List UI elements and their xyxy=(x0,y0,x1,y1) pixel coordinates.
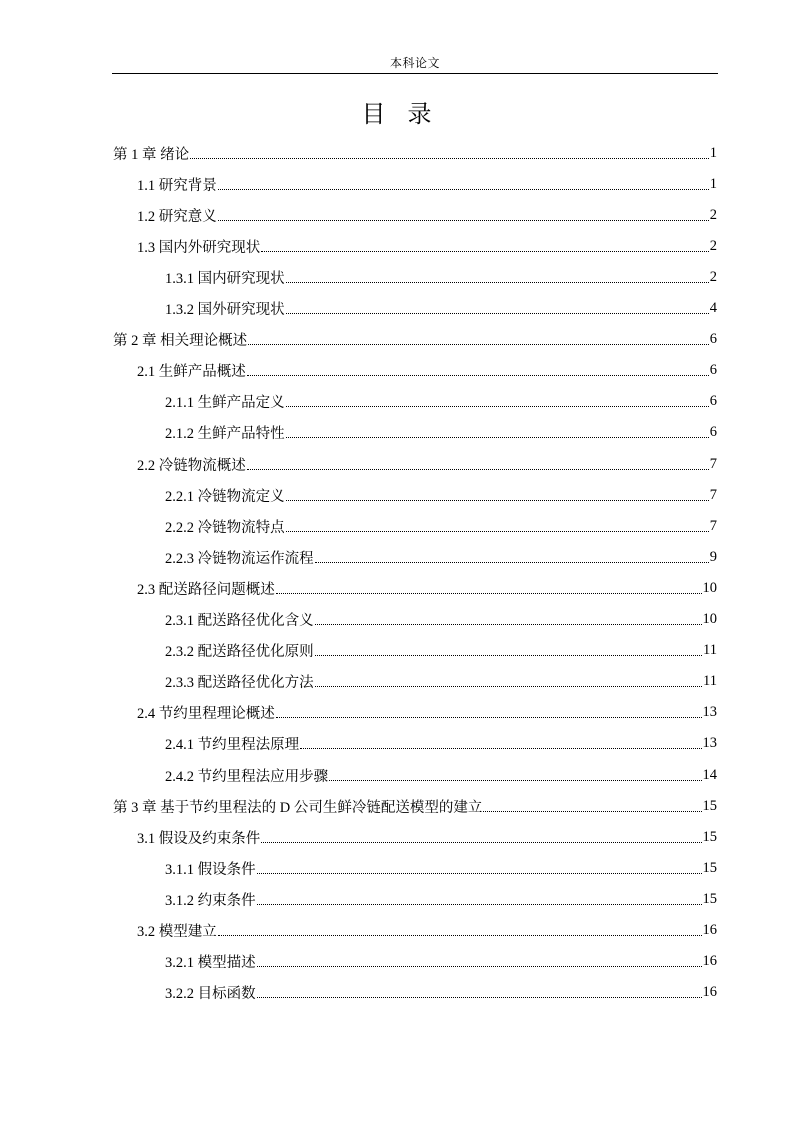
toc-entry[interactable] xyxy=(0,760,793,790)
dot-leader xyxy=(257,966,702,967)
toc-entry-page-number: 13 xyxy=(702,704,717,721)
toc-entry[interactable] xyxy=(0,325,793,355)
toc-entry-page-number: 13 xyxy=(702,735,717,752)
dot-leader xyxy=(286,406,709,407)
toc-entry-label: 1.3 国内外研究现状 xyxy=(137,239,261,256)
dot-leader xyxy=(286,531,709,532)
toc-entry[interactable] xyxy=(0,636,793,666)
toc-entry-page-number: 10 xyxy=(702,579,717,596)
toc-entry[interactable] xyxy=(0,791,793,821)
toc-entry-page-number: 6 xyxy=(709,393,717,410)
dot-leader xyxy=(257,904,702,905)
toc-entry-page-number: 15 xyxy=(702,828,717,845)
toc-entry-label: 2.4 节约里程理论概述 xyxy=(137,706,275,723)
toc-entry-page-number: 6 xyxy=(709,331,717,348)
toc-entry[interactable] xyxy=(0,356,793,386)
dot-leader xyxy=(300,748,701,749)
toc-entry-label: 第 3 章 基于节约里程法的 D 公司生鲜冷链配送模型的建立 xyxy=(113,799,483,816)
toc-entry-page-number: 14 xyxy=(702,766,717,783)
toc-entry-page-number: 11 xyxy=(703,642,717,659)
toc-entry-label: 2.4.2 节约里程法应用步骤 xyxy=(165,768,329,785)
toc-entry-label: 1.3.1 国内研究现状 xyxy=(165,270,285,287)
toc-entry-page-number: 10 xyxy=(702,611,717,627)
toc-entry-page-number: 6 xyxy=(709,362,717,379)
toc-entry[interactable] xyxy=(0,169,793,199)
toc-entry[interactable] xyxy=(0,542,793,572)
dot-leader xyxy=(261,251,709,252)
toc-entry[interactable] xyxy=(0,418,793,448)
toc-entry-label: 2.1 生鲜产品概述 xyxy=(137,364,246,381)
toc-entry-page-number: 15 xyxy=(702,859,717,876)
toc-entry-page-number: 15 xyxy=(702,890,717,907)
dot-leader xyxy=(247,469,709,470)
toc-entry-label: 第 2 章 相关理论概述 xyxy=(113,333,248,350)
toc-entry-label: 第 1 章 绪论 xyxy=(113,146,190,163)
toc-entry[interactable] xyxy=(0,294,793,324)
dot-leader xyxy=(276,593,702,594)
dot-leader xyxy=(218,220,709,221)
dot-leader xyxy=(276,717,702,718)
toc-entry[interactable] xyxy=(0,231,793,261)
toc-entry-page-number: 6 xyxy=(709,424,717,441)
toc-entry[interactable] xyxy=(0,667,793,697)
dot-leader xyxy=(286,500,709,501)
toc-entry[interactable] xyxy=(0,853,793,883)
toc-entry[interactable] xyxy=(0,138,793,168)
toc-entry-label: 3.2.1 模型描述 xyxy=(165,955,256,972)
toc-entry-page-number: 4 xyxy=(709,300,717,316)
toc-entry[interactable] xyxy=(0,822,793,852)
toc-entry-label: 2.3.3 配送路径优化方法 xyxy=(165,675,314,692)
dot-leader xyxy=(286,282,709,283)
dot-leader xyxy=(315,686,702,687)
toc-entry[interactable] xyxy=(0,449,793,479)
toc-entry-label: 2.2.1 冷链物流定义 xyxy=(165,488,285,505)
toc-entry-label: 3.2 模型建立 xyxy=(137,924,217,940)
dot-leader xyxy=(286,437,709,438)
toc-entry-label: 1.3.2 国外研究现状 xyxy=(165,302,285,318)
toc-entry[interactable] xyxy=(0,947,793,977)
dot-leader xyxy=(315,655,702,656)
dot-leader xyxy=(218,935,702,936)
dot-leader xyxy=(247,375,709,376)
toc-entry-page-number: 7 xyxy=(709,517,717,534)
toc-entry-label: 1.1 研究背景 xyxy=(137,177,217,194)
toc-entry-page-number: 16 xyxy=(702,953,717,970)
toc-entry-page-number: 2 xyxy=(709,268,717,285)
dot-leader xyxy=(286,313,709,314)
toc-entry-page-number: 15 xyxy=(702,797,717,814)
dot-leader xyxy=(248,344,709,345)
toc-entry-page-number: 1 xyxy=(709,175,717,192)
toc-entry-label: 1.2 研究意义 xyxy=(137,208,217,225)
toc-entry-label: 2.4.1 节约里程法原理 xyxy=(165,737,300,754)
dot-leader xyxy=(483,811,701,812)
toc-entry-page-number: 2 xyxy=(709,237,717,254)
toc-entry-label: 2.2 冷链物流概述 xyxy=(137,457,246,474)
toc-entry[interactable] xyxy=(0,729,793,759)
toc-entry[interactable] xyxy=(0,698,793,728)
toc-entry-page-number: 2 xyxy=(709,206,717,223)
toc-entry-label: 2.1.1 生鲜产品定义 xyxy=(165,395,285,412)
header-rule xyxy=(112,73,718,74)
toc-entry-label: 3.2.2 目标函数 xyxy=(165,986,256,1003)
toc-entry[interactable] xyxy=(0,387,793,417)
toc-entry[interactable] xyxy=(0,480,793,510)
toc-entry[interactable] xyxy=(0,605,793,635)
toc-entry[interactable] xyxy=(0,262,793,292)
toc-entry[interactable] xyxy=(0,978,793,1008)
toc-title: 目录 xyxy=(361,102,454,128)
dot-leader xyxy=(257,997,702,998)
toc-entry-page-number: 11 xyxy=(703,673,717,690)
toc-entry[interactable] xyxy=(0,200,793,230)
toc-entry[interactable] xyxy=(0,916,793,946)
dot-leader xyxy=(190,158,709,159)
toc-entry-page-number: 1 xyxy=(709,144,717,161)
toc-entry-label: 2.3 配送路径问题概述 xyxy=(137,581,275,598)
toc-entry-label: 2.3.1 配送路径优化含义 xyxy=(165,613,314,629)
toc-entry[interactable] xyxy=(0,884,793,914)
running-header: 本科论文 xyxy=(389,56,440,70)
dot-leader xyxy=(261,842,701,843)
toc-entry-page-number: 16 xyxy=(702,922,717,938)
toc-entry-label: 3.1.2 约束条件 xyxy=(165,892,256,909)
toc-entry-page-number: 16 xyxy=(702,984,717,1001)
toc-entry-label: 3.1 假设及约束条件 xyxy=(137,830,261,847)
dot-leader xyxy=(218,189,709,190)
toc-entry-page-number: 7 xyxy=(709,455,717,472)
toc-entry-label: 2.2.3 冷链物流运作流程 xyxy=(165,550,314,567)
toc-entry-label: 2.1.2 生鲜产品特性 xyxy=(165,426,285,443)
dot-leader xyxy=(257,873,702,874)
dot-leader xyxy=(315,562,709,563)
dot-leader xyxy=(329,780,701,781)
dot-leader xyxy=(315,624,702,625)
toc-entry[interactable] xyxy=(0,573,793,603)
toc-entry-label: 3.1.1 假设条件 xyxy=(165,861,256,878)
toc-entry[interactable] xyxy=(0,511,793,541)
toc-entry-page-number: 7 xyxy=(709,486,717,503)
toc-entry-page-number: 9 xyxy=(709,548,717,565)
toc-entry-label: 2.3.2 配送路径优化原则 xyxy=(165,644,314,661)
toc-entry-label: 2.2.2 冷链物流特点 xyxy=(165,519,285,536)
